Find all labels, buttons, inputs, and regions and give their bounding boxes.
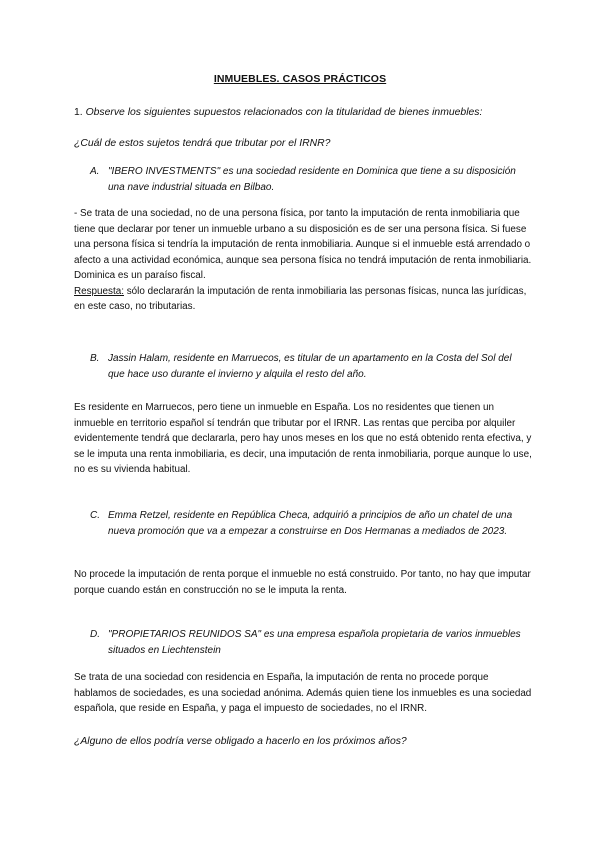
subquestion-future: ¿Alguno de ellos podría verse obligado a hacerlo en los próximos años?: [74, 736, 407, 747]
response-label: Respuesta:: [74, 285, 124, 297]
case-a-answer: [74, 206, 534, 315]
question-1: [74, 107, 554, 118]
response-paragraph: [74, 284, 534, 315]
case-statement: Jassin Halam, residente en Marruecos, es titular de un apartamento en la Costa del Sol del que hace uso durante el invierno y alquila el resto del año.: [108, 353, 512, 380]
question-number: 1.: [74, 107, 83, 118]
case-statement: "PROPIETARIOS REUNIDOS SA" es una empresa española propietaria de varios inmuebles situados en Liechtenstein: [108, 629, 521, 656]
case-letter: D.: [90, 629, 100, 640]
case-d-answer: [74, 670, 534, 717]
answer-paragraph: Se trata de una sociedad con residencia en España, la imputación de renta no procede porque hablamos de sociedades, es una sociedad anónima. Además quien tiene los inmuebles es una sociedad española, que reside en España, y paga el impuesto de sociedades, no el IRNR.: [74, 672, 532, 714]
page-title: INMUEBLES. CASOS PRÁCTICOS: [213, 73, 387, 85]
case-statement: "IBERO INVESTMENTS" es una sociedad residente en Dominica que tiene a su disposición una nave industrial situada en Bilbao.: [108, 166, 516, 193]
answer-paragraph: No procede la imputación de renta porque el inmueble no está construido. Por tanto, no hay que imputar porque cuando están en construcción no se le imputa la renta.: [74, 569, 531, 596]
case-letter: B.: [90, 353, 100, 364]
case-c-answer: [74, 567, 534, 598]
answer-paragraph: - Se trata de una sociedad, no de una persona física, por tanto la imputación de renta inmobiliaria que tiene que declarar por tener un inmueble urbano a su disposición es de ser una persona física. Si fuese una persona física si tendría la imputación de renta inmobiliaria. Aunque si el inmueble está arrendado o afecto a una actividad económica, aunque sea persona física no tendrá imputación de renta inmobiliaria.: [74, 208, 532, 266]
case-b-answer: [74, 400, 534, 478]
case-letter: C.: [90, 510, 100, 521]
case-letter: A.: [90, 166, 100, 177]
answer-paragraph: Dominica es un paraíso fiscal.: [74, 270, 206, 281]
response-text: sólo declararán la imputación de renta inmobiliaria las personas físicas, nunca las jurídicas, en este caso, no tributarias.: [74, 285, 527, 312]
case-statement: Emma Retzel, residente en República Checa, adquirió a principios de año un chatel de una nueva promoción que va a empezar a construirse en Dos Hermanas a mediados de 2023.: [108, 510, 513, 537]
subquestion-who-pays: ¿Cuál de estos sujetos tendrá que tributar por el IRNR?: [74, 138, 331, 149]
question-text: Observe los siguientes supuestos relacionados con la titularidad de bienes inmuebles:: [85, 107, 483, 118]
answer-paragraph: Es residente en Marruecos, pero tiene un inmueble en España. Los no residentes que tienen un inmueble en territorio español sí tendrán que tributar por el IRNR. Las rentas que perciba por alquiler evidentemente tendrá que declararla, pero hay unos meses en los que no está obtenido renta efectiva, y se le imputa una renta inmobiliaria, es decir, una imputación de renta inmobiliaria, porque aunque lo use, no es su vivienda habitual.: [74, 402, 532, 475]
